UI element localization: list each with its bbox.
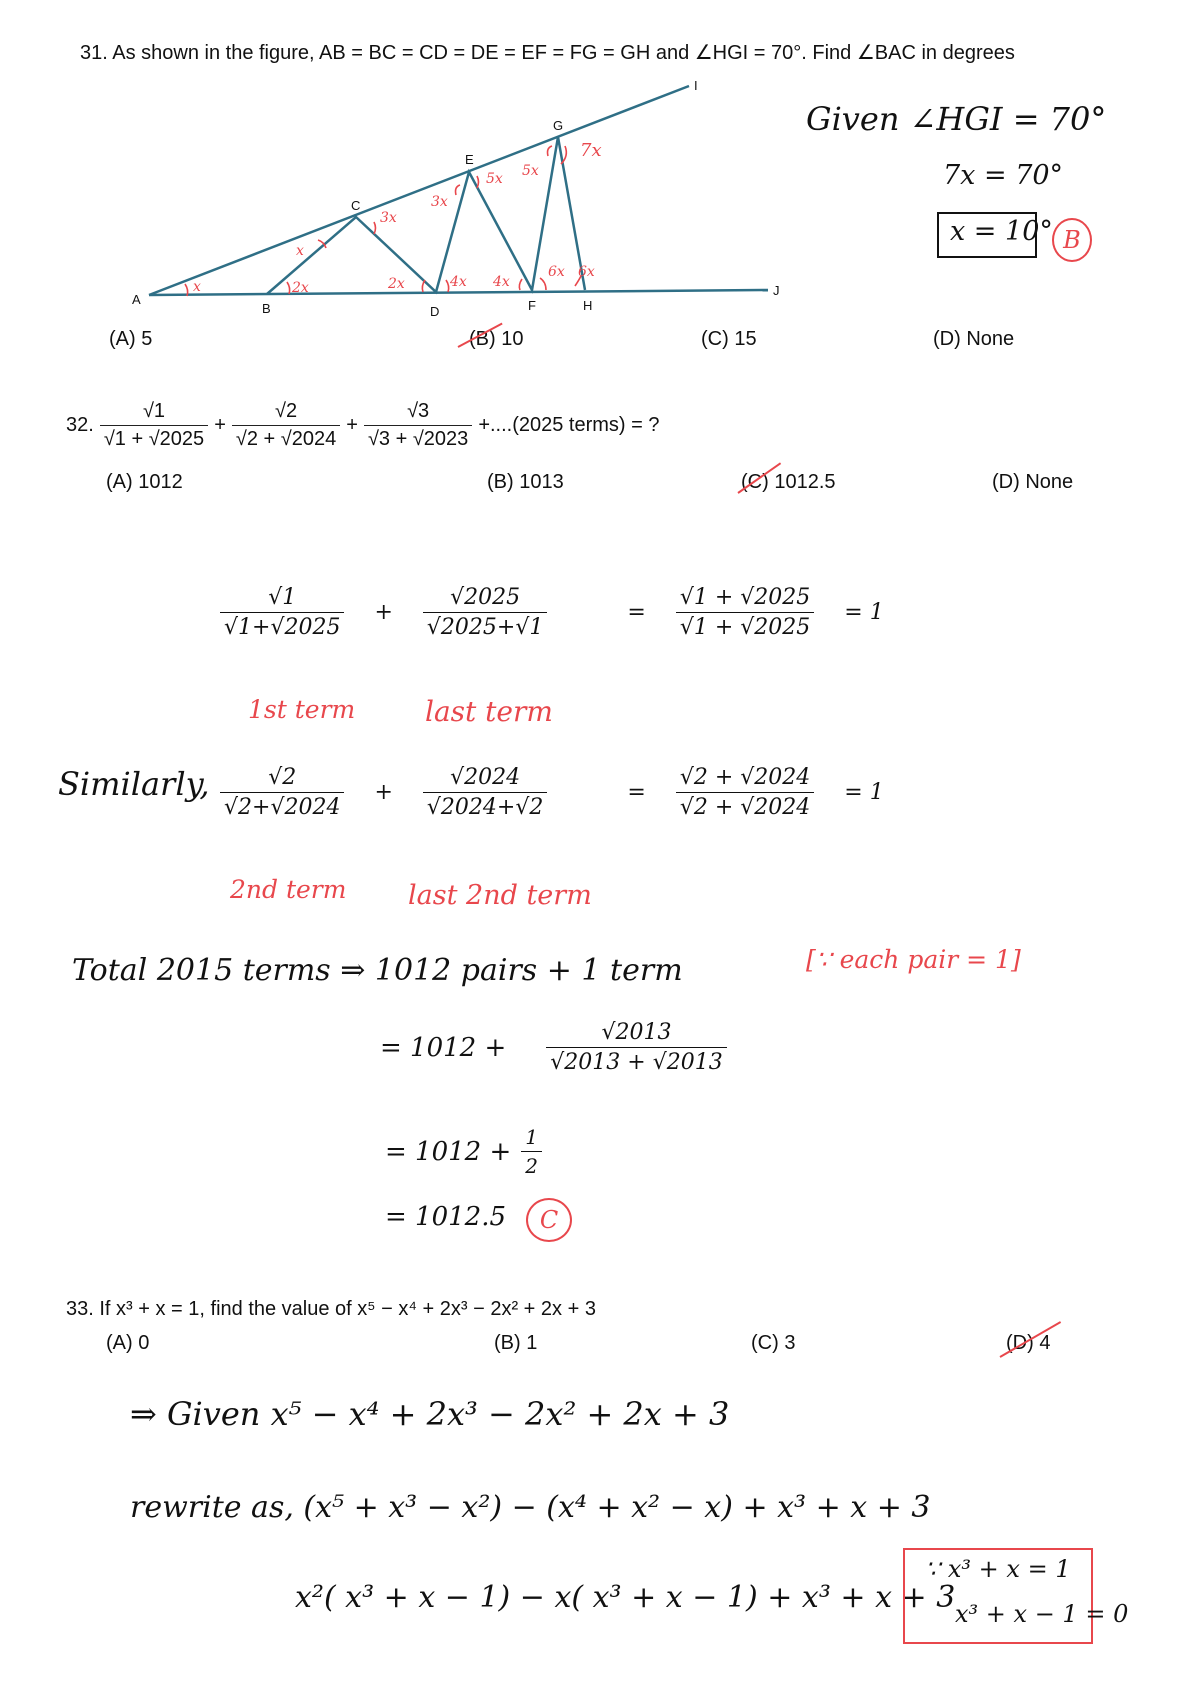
- total-line: Total 2015 terms ⇒ 1012 pairs + 1 term: [72, 953, 683, 988]
- option-c[interactable]: (C) 3: [751, 1332, 796, 1354]
- angle-mark: 4x: [450, 274, 467, 290]
- angle-mark: 4x: [493, 274, 510, 290]
- label-last-term: last term: [425, 695, 553, 728]
- angle-mark: x: [193, 279, 201, 295]
- term-numerator: √1: [142, 400, 166, 422]
- work-rewrite: rewrite as, (x⁵ + x³ − x²) − (x⁴ + x² − x) + x³ + x + 3: [130, 1490, 931, 1525]
- option-b[interactable]: (B) 1013: [487, 471, 564, 493]
- note-line-1: ∵ x³ + x = 1: [925, 1555, 1071, 1583]
- angle-mark: 3x: [380, 210, 397, 226]
- similarly-text: Similarly,: [58, 765, 210, 803]
- angle-mark: 5x: [522, 163, 539, 179]
- work-line-3: = 1012 + $\frac{√2013}{√2013 + √2013}$: [380, 1020, 727, 1075]
- point-label-d: D: [430, 304, 440, 319]
- option-c[interactable]: (C) 15: [701, 328, 757, 350]
- answer-circle: C: [526, 1198, 572, 1242]
- option-a[interactable]: (A) 0: [106, 1332, 150, 1354]
- label-last-second-term: last 2nd term: [408, 880, 592, 911]
- note-equation: 7x = 70°: [943, 160, 1064, 191]
- angle-mark: 2x: [388, 276, 405, 292]
- point-label-b: B: [262, 301, 271, 316]
- line-ai: [149, 86, 689, 295]
- angle-mark: x: [296, 243, 304, 259]
- point-label-c: C: [351, 198, 361, 213]
- work-line-4: = 1012 + $\frac{1}{2}$: [385, 1125, 542, 1178]
- angle-mark: 5x: [486, 171, 503, 187]
- point-label-f: F: [528, 298, 536, 313]
- option-d[interactable]: (D) 4: [1006, 1332, 1051, 1354]
- option-b[interactable]: (B) 10: [469, 328, 524, 350]
- work-line-1: $\frac{√1}{√1+√2025}$ + $\frac{√2025}{√2025+√1}$ = $\frac{√1 + √2025}{√1 + √2025}$ = 1: [220, 585, 884, 640]
- note-given: Given ∠HGI = 70°: [806, 100, 1107, 138]
- work-line-2: $\frac{√2}{√2+√2024}$ + $\frac{√2024}{√2024+√2}$ = $\frac{√2 + √2024}{√2 + √2024}$ = 1: [220, 765, 884, 820]
- answer-circle: B: [1052, 218, 1092, 262]
- question-tail: +....(2025 terms) = ?: [478, 414, 660, 436]
- question-33-text: 33. If x³ + x = 1, find the value of x⁵ − x⁴ + 2x³ − 2x² + 2x + 3: [66, 1298, 596, 1320]
- question-32: [66, 400, 660, 451]
- label-first-term: 1st term: [248, 695, 356, 724]
- angle-mark: 3x: [431, 194, 448, 210]
- question-number: 32.: [66, 414, 94, 436]
- work-factor: x²( x³ + x − 1) − x( x³ + x − 1) + x³ + x + 3: [295, 1580, 956, 1615]
- pair-note: [∵ each pair = 1]: [806, 945, 1021, 974]
- work-result: = 1012.5: [385, 1202, 507, 1232]
- point-label-e: E: [465, 152, 474, 167]
- option-d[interactable]: (D) None: [992, 471, 1074, 493]
- term-numerator: √3: [407, 400, 430, 422]
- point-label-h: H: [583, 298, 593, 313]
- angle-mark: 7x: [580, 140, 602, 161]
- angle-mark: 6x: [578, 264, 595, 280]
- point-label-g: G: [553, 118, 564, 133]
- label-second-term: 2nd term: [230, 875, 347, 904]
- option-a[interactable]: (A) 5: [109, 328, 153, 350]
- note-result: x = 10°: [950, 216, 1053, 247]
- point-label-a: A: [132, 292, 141, 307]
- plus-sign: +: [214, 414, 226, 436]
- plus-sign: +: [346, 414, 358, 436]
- note-line-2: x³ + x − 1 = 0: [955, 1600, 1129, 1628]
- zigzag-segments: [267, 137, 585, 294]
- option-c[interactable]: (C) 1012.5: [741, 471, 836, 493]
- question-31-text: 31. As shown in the figure, AB = BC = CD = DE = EF = FG = GH and ∠HGI = 70°. Find ∠BAC in degrees: [80, 42, 1015, 64]
- work-given: ⇒ Given x⁵ − x⁴ + 2x³ − 2x² + 2x + 3: [130, 1395, 730, 1433]
- term-denominator: √1 + √2025: [100, 425, 208, 451]
- term-denominator: √3 + √2023: [364, 425, 472, 451]
- point-label-i: I: [694, 78, 698, 93]
- angle-mark: 2x: [292, 280, 309, 296]
- option-a[interactable]: (A) 1012: [106, 471, 183, 493]
- option-b[interactable]: (B) 1: [494, 1332, 538, 1354]
- term-denominator: √2 + √2024: [232, 425, 340, 451]
- term-numerator: √2: [275, 400, 298, 422]
- option-d[interactable]: (D) None: [933, 328, 1015, 350]
- angle-mark: 6x: [548, 264, 565, 280]
- line-aj: [149, 290, 768, 295]
- point-label-j: J: [773, 283, 780, 298]
